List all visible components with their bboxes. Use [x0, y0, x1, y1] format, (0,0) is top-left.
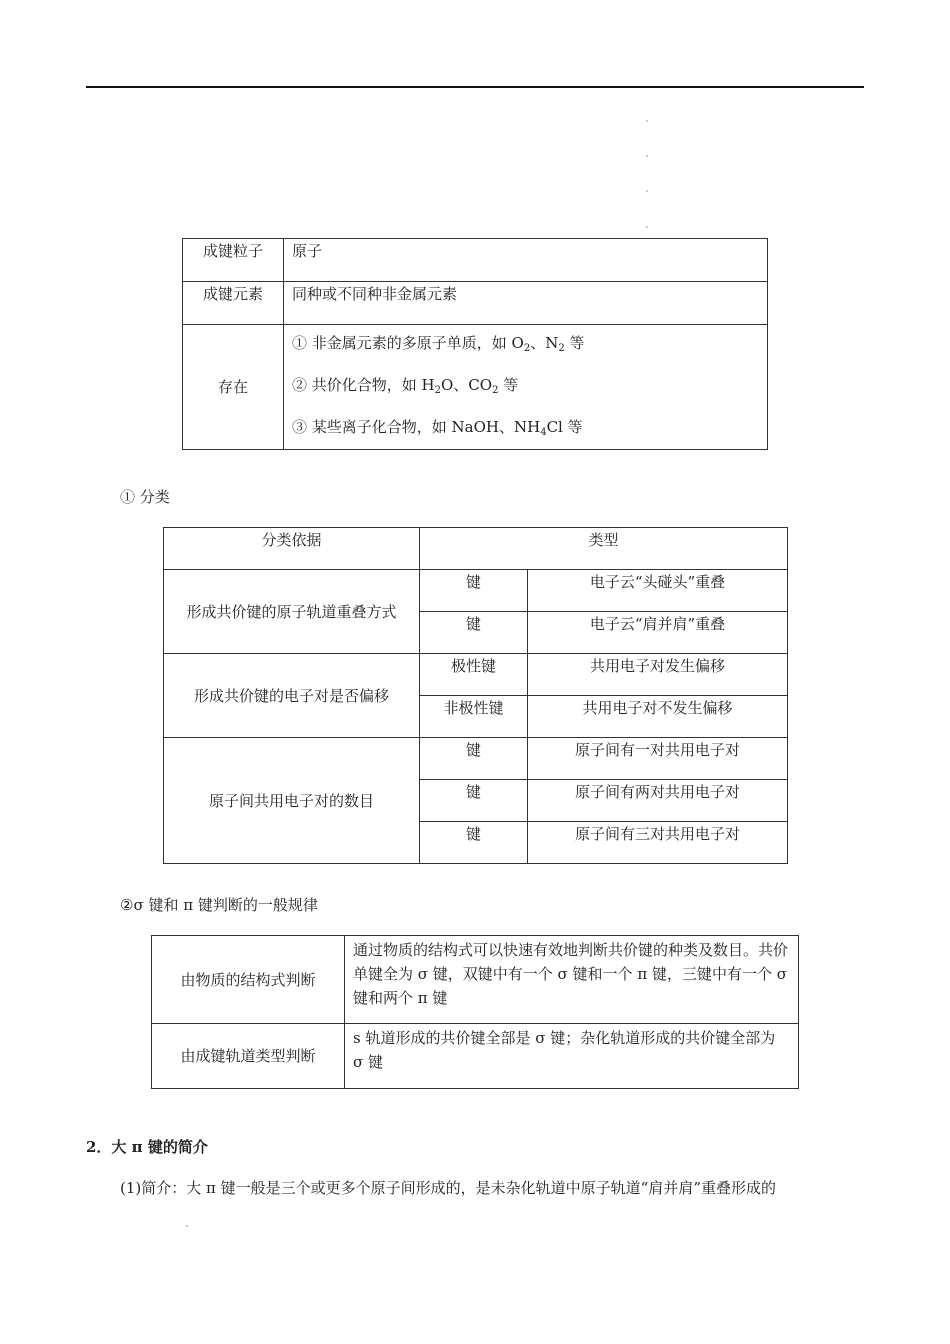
intro-paragraph: (1)简介：大 π 键一般是三个或更多个原子间形成的，是未杂化轨道中原子轨道“肩并肩”重叠形成的 — [120, 1179, 776, 1197]
table-row — [164, 738, 788, 780]
table-cell-key: 成键元素 — [183, 282, 284, 325]
covalent-bond-properties-table — [182, 238, 768, 450]
section-heading: 2．大 π 键的简介 — [86, 1138, 208, 1156]
margin-dot — [646, 226, 648, 228]
type-cell: 非极性键 — [420, 696, 528, 738]
margin-dot — [646, 155, 648, 157]
table-cell-value: 原子 — [284, 239, 768, 282]
table-cell-key: 成键粒子 — [183, 239, 284, 282]
basis-cell: 形成共价键的电子对是否偏移 — [164, 654, 420, 738]
table-cell-value: 通过物质的结构式可以快速有效地判断共价键的种类及数目。共价单键全为 σ 键，双键中有一个 σ 键和一个 π 键，三键中有一个 σ 键和两个 π 键 — [345, 936, 799, 1024]
basis-cell: 原子间共用电子对的数目 — [164, 738, 420, 864]
table-row — [152, 1024, 799, 1089]
margin-dot — [646, 120, 648, 122]
table-row — [152, 936, 799, 1024]
basis-cell: 形成共价键的原子轨道重叠方式 — [164, 570, 420, 654]
desc-cell: 原子间有三对共用电子对 — [528, 822, 788, 864]
header-basis: 分类依据 — [164, 528, 420, 570]
type-cell: 键 — [420, 570, 528, 612]
type-cell: 键 — [420, 822, 528, 864]
type-cell: 键 — [420, 738, 528, 780]
header-type: 类型 — [420, 528, 788, 570]
section-rule: ②σ 键和 π 键判断的一般规律 — [120, 896, 318, 914]
type-cell: 键 — [420, 612, 528, 654]
table-row — [183, 282, 768, 325]
existence-cell — [284, 325, 768, 450]
table-cell-key: 由成键轨道类型判断 — [152, 1024, 345, 1089]
table-row — [164, 570, 788, 612]
type-cell: 极性键 — [420, 654, 528, 696]
margin-dot — [186, 1225, 188, 1227]
desc-cell: 电子云“头碰头”重叠 — [528, 570, 788, 612]
desc-cell: 原子间有一对共用电子对 — [528, 738, 788, 780]
table-cell-key: 存在 — [183, 325, 284, 450]
existence-item-2: ② 共价化合物，如 $H_2O$、$CO_2$ 等 — [292, 376, 519, 396]
desc-cell: 共用电子对不发生偏移 — [528, 696, 788, 738]
existence-item-3: ③ 某些离子化合物，如 NaOH、$NH_4Cl$ 等 — [292, 418, 583, 438]
bond-classification-table — [163, 527, 788, 864]
desc-cell: 共用电子对发生偏移 — [528, 654, 788, 696]
table-row — [183, 239, 768, 282]
type-cell: 键 — [420, 780, 528, 822]
table-row — [164, 654, 788, 696]
section-classify: ① 分类 — [120, 488, 170, 506]
desc-cell: 原子间有两对共用电子对 — [528, 780, 788, 822]
desc-cell: 电子云“肩并肩”重叠 — [528, 612, 788, 654]
table-row — [183, 325, 768, 450]
table-cell-key: 由物质的结构式判断 — [152, 936, 345, 1024]
existence-item-1: ① 非金属元素的多原子单质，如 $O_2$、$N_2$ 等 — [292, 334, 585, 354]
header-rule — [86, 86, 864, 88]
table-cell-value: s 轨道形成的共价键全部是 σ 键；杂化轨道形成的共价键全部为 σ 键 — [345, 1024, 799, 1089]
sigma-pi-rule-table — [151, 935, 799, 1089]
table-cell-value: 同种或不同种非金属元素 — [284, 282, 768, 325]
table-header-row — [164, 528, 788, 570]
margin-dot — [646, 190, 648, 192]
